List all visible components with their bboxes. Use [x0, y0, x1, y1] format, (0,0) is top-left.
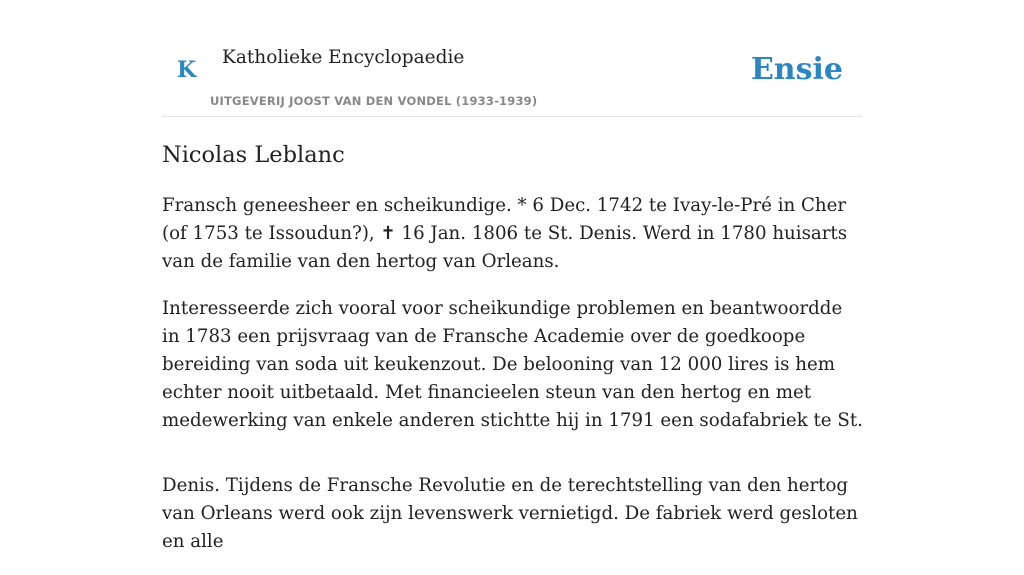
site-header	[162, 0, 862, 117]
article-paragraph: Interesseerde zich vooral voor scheikundige problemen en beantwoordde in 1783 een prijsvraag van de Fransche Academie over de goedkoope bereiding van soda uit keukenzout. De belooning van 12 000 lires is hem echter nooit uitbetaald. Met financieelen steun van den hertog en met medewerking van enkele anderen stichtte hij in 1791 een sodafabriek te St.	[162, 298, 863, 431]
article-body	[162, 192, 864, 575]
site-title[interactable]: Katholieke Encyclopaedie	[222, 47, 465, 68]
article-paragraph: Fransch geneesheer en scheikundige. * 6 Dec. 1742 te Ivay-le-Pré in Cher (of 1753 te Issoudun?), ✝ 16 Jan. 1806 te St. Denis. Werd in 1780 huisarts van de familie van den hertog van Orleans.	[162, 195, 848, 272]
publisher-subtitle: UITGEVERIJ JOOST VAN DEN VONDEL (1933-1939)	[210, 94, 538, 108]
article-title: Nicolas Leblanc	[162, 142, 345, 168]
article-paragraph: Denis. Tijdens de Fransche Revolutie en de terechtstelling van den hertog van Orleans werd ook zijn levenswerk vernietigd. De fabriek werd gesloten en alle	[162, 475, 858, 552]
site-logo[interactable]: K	[177, 57, 197, 83]
brand-logo[interactable]: Ensie	[750, 52, 843, 87]
